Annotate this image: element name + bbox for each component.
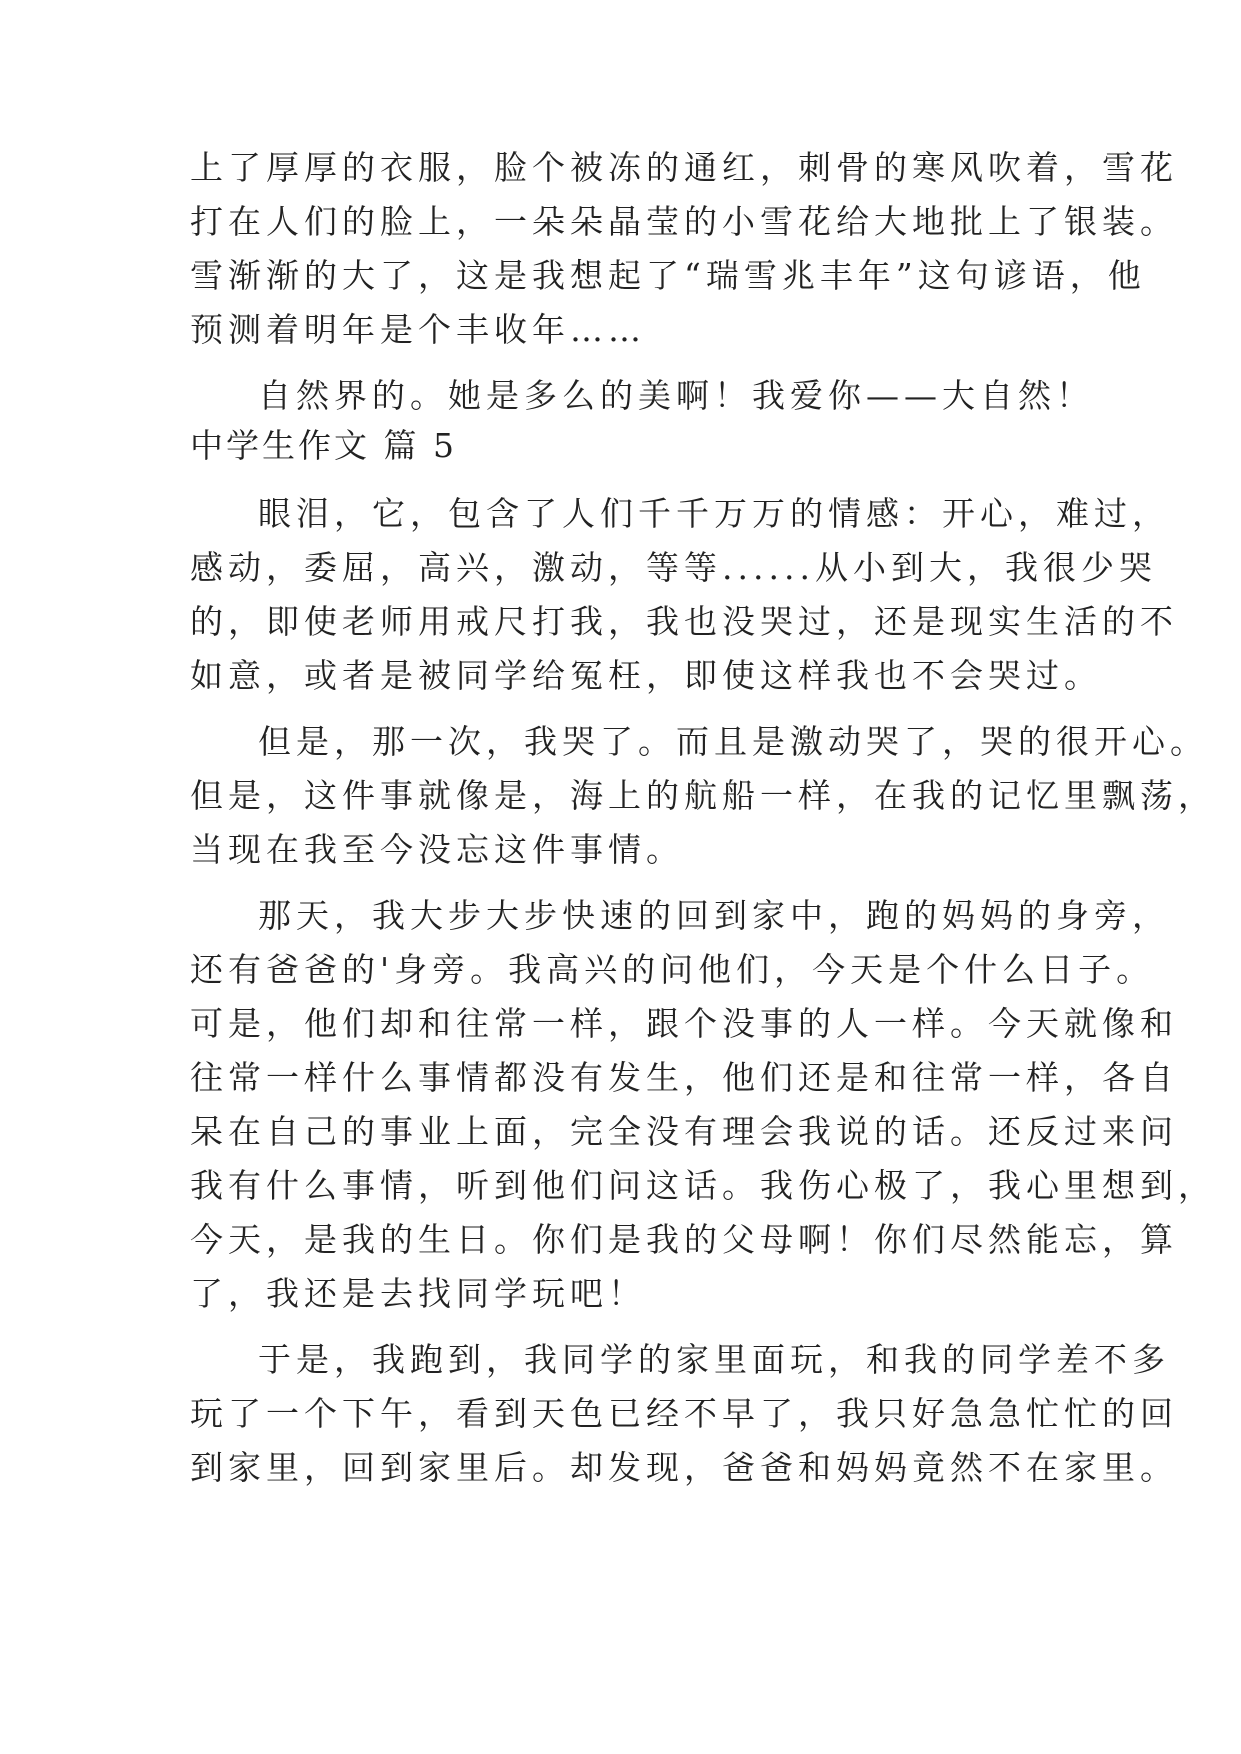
text-line: 了，我还是去找同学玩吧！ bbox=[190, 1274, 646, 1313]
text-line: 雪渐渐的大了，这是我想起了“瑞雪兆丰年”这句谚语，他 bbox=[190, 256, 1146, 295]
text-line: 往常一样什么事情都没有发生，他们还是和往常一样，各自 bbox=[190, 1058, 1178, 1097]
text-line: 我有什么事情，听到他们问这话。我伤心极了，我心里想到， bbox=[190, 1166, 1216, 1205]
text-line: 呆在自己的事业上面，完全没有理会我说的话。还反过来问 bbox=[190, 1112, 1178, 1151]
text-line: 上了厚厚的衣服，脸个被冻的通红，刺骨的寒风吹着，雪花 bbox=[190, 148, 1178, 187]
text-line: 今天，是我的生日。你们是我的父母啊！你们尽然能忘，算 bbox=[190, 1220, 1178, 1259]
text-line: 打在人们的脸上，一朵朵晶莹的小雪花给大地批上了银装。 bbox=[190, 202, 1178, 241]
text-line: 感动，委屈，高兴，激动，等等......从小到大，我很少哭 bbox=[190, 548, 1157, 587]
text-line: 可是，他们却和往常一样，跟个没事的人一样。今天就像和 bbox=[190, 1004, 1178, 1043]
text-line: 自然界的。她是多么的美啊！我爱你——大自然！ bbox=[258, 376, 1094, 415]
text-line: 当现在我至今没忘这件事情。 bbox=[190, 830, 684, 869]
text-line: 玩了一个下午，看到天色已经不早了，我只好急急忙忙的回 bbox=[190, 1394, 1178, 1433]
text-line: 的，即使老师用戒尺打我，我也没哭过，还是现实生活的不 bbox=[190, 602, 1178, 641]
text-line: 那天，我大步大步快速的回到家中，跑的妈妈的身旁， bbox=[258, 896, 1170, 935]
text-line: 但是，那一次，我哭了。而且是激动哭了，哭的很开心。 bbox=[258, 722, 1208, 761]
text-line: 但是，这件事就像是，海上的航船一样，在我的记忆里飘荡， bbox=[190, 776, 1216, 815]
text-line: 眼泪，它，包含了人们千千万万的情感：开心，难过， bbox=[258, 494, 1170, 533]
text-line: 还有爸爸的'身旁。我高兴的问他们，今天是个什么日子。 bbox=[190, 950, 1155, 989]
text-line: 到家里，回到家里后。却发现，爸爸和妈妈竟然不在家里。 bbox=[190, 1448, 1178, 1487]
section-heading: 中学生作文 篇 5 bbox=[190, 426, 457, 465]
text-line: 如意，或者是被同学给冤枉，即使这样我也不会哭过。 bbox=[190, 656, 1102, 695]
text-line: 于是，我跑到，我同学的家里面玩，和我的同学差不多 bbox=[258, 1340, 1170, 1379]
text-line: 预测着明年是个丰收年…… bbox=[190, 310, 646, 349]
